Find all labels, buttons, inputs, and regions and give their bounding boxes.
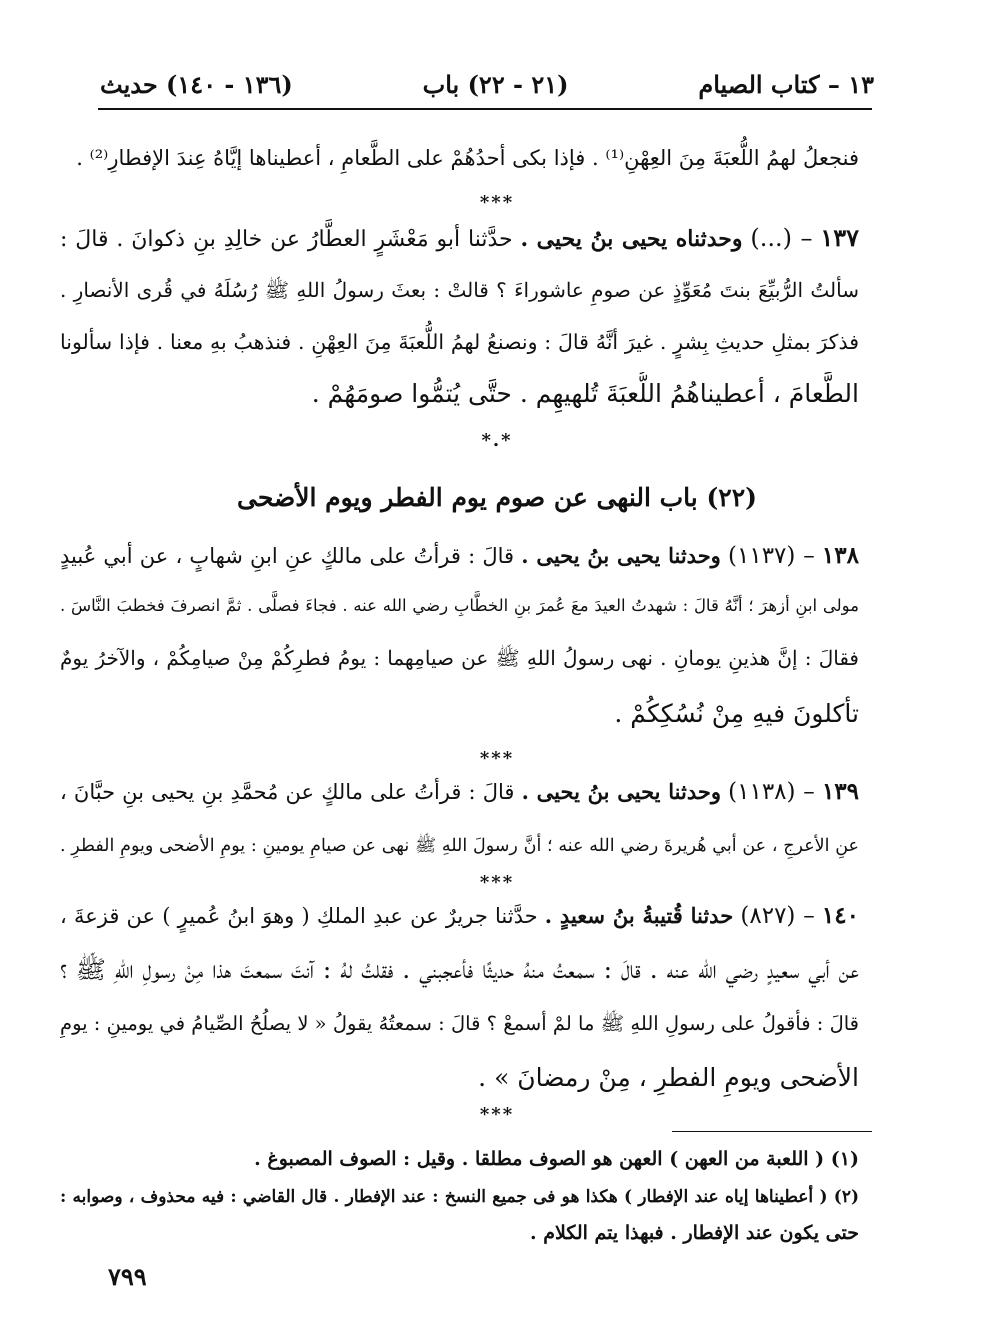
footnote-rule	[672, 1131, 872, 1132]
running-header	[100, 62, 874, 106]
hadith-lead: وحدثناه يحيى بنُ يحيى .	[520, 226, 743, 252]
hadith-ref: – (١١٣٨)	[728, 779, 815, 805]
hadith-140-line-4: الأضحى ويومِ الفطرِ ، مِنْ رمضانَ » .	[478, 1063, 859, 1092]
hadith-text: حدَّثنا أبو مَعْشَرٍ العطَّارُ عن خالِدِ بنِ ذكوانَ . قالَ :	[60, 227, 513, 252]
hadith-137-line-3: فذكرَ بمثلِ حديثِ بِشرٍ . غيرَ أنَّهُ قالَ : ونصنعُ لهمُ اللُّعبَةَ مِنَ العِهْنِ . فنذهبُ بهِ معنا . فإذا سألونا	[60, 330, 859, 354]
chapter-title: (٢٢) باب النهى عن صوم يوم الفطر ويوم الأضحى	[236, 483, 757, 512]
separator-stars: ***	[479, 1104, 515, 1125]
hadith-number: ١٤٠	[821, 902, 859, 929]
hadith-140-line-1	[60, 894, 859, 938]
separator-stars: ***	[479, 748, 515, 769]
intro-line: فنجعلُ لهمُ اللُّعبَةَ مِنَ العِهْنِ⁽¹⁾ . فإذا بكى أحدُهُمْ على الطَّعامِ ، أعطيناها إيَّاهُ عِندَ الإفطارِ⁽²⁾ .	[76, 146, 859, 170]
hadith-ref: – (...)	[750, 224, 813, 252]
hadith-ref: – (١١٣٧)	[728, 543, 815, 569]
hadith-140-line-3: قالَ : فأقولُ على رسولِ اللهِ ﷺ ما لمْ أسمعْ ؟ قالَ : سمعتُهُ يقولُ « لا يصلُحُ الصِّيامُ في يومينِ : يومِ	[60, 1012, 859, 1035]
header-bab: (٢١ - ٢٢) باب	[422, 69, 569, 99]
hadith-ref: – (٨٢٧)	[740, 903, 815, 929]
hadith-140-line-2: عن أبي سعيدٍ رضي الله عنه . قالَ : سمعتُ منهُ حديثًا فأعجبني . فقلتُ لهُ : آنتَ سمعتَ هذا مِنْ رسولِ اللهِ ﷺ ؟	[60, 955, 859, 984]
hadith-137-line-2: سألتُ الرُّبيِّعَ بنتَ مُعَوِّذٍ عن صومِ عاشوراءَ ؟ قالتْ : بعثَ رسولُ اللهِ ﷺ رُسُلَهُ في قُرى الأنصارِ .	[60, 278, 859, 302]
hadith-text: قالَ : قرأتُ على مالكٍ عن مُحمَّدِ بنِ يحيى بنِ حبَّانَ ،	[60, 780, 515, 804]
hadith-137-line-1	[60, 216, 859, 260]
separator-stars: ***	[479, 192, 515, 213]
hadith-lead: وحدثنا يحيى بنُ يحيى .	[521, 779, 721, 804]
hadith-text: حدَّثنا جريرٌ عن عبدِ الملكِ ( وهوَ ابنُ عُميرٍ ) عن قزعةَ ،	[60, 904, 538, 928]
header-chapter: ١٣ – كتاب الصيام	[698, 69, 874, 99]
header-rule	[98, 108, 872, 110]
hadith-number: ١٣٨	[821, 542, 859, 569]
header-hadith-range: (١٣٦ - ١٤٠) حديث	[100, 69, 293, 99]
hadith-138-line-4: تأكلونَ فيهِ مِنْ نُسُكِكُمْ .	[614, 699, 859, 728]
separator-stars: *.*	[481, 430, 513, 451]
hadith-text: قالَ : قرأتُ على مالكٍ عنِ ابنِ شهابٍ ، عن أبي عُبيدٍ	[60, 544, 515, 568]
hadith-138-line-1	[60, 534, 859, 578]
footnote-2-line-1: (٢) ( أعطيناها إياه عند الإفطار ) هكذا هو فى جميع النسخ : عند الإفطار . قال القاضي : فيه محذوف ، وصوابه :	[60, 1187, 859, 1207]
footnote-1: (١) ( اللعبة من العهن ) العهن هو الصوف مطلقا . وقيل : الصوف المصبوغ .	[254, 1148, 859, 1170]
hadith-137-line-4: الطَّعامَ ، أعطيناهُمُ اللُّعبَةَ تُلهيهِم . حتَّى يُتمُّوا صومَهُمْ .	[311, 379, 859, 408]
footnote-2-line-2: حتى يكون عند الإفطار . فبهذا يتم الكلام .	[530, 1222, 859, 1244]
hadith-139-line-2: عنِ الأعرجِ ، عن أبي هُريرةَ رضي الله عنه ؛ أنَّ رسولَ اللهِ ﷺ نهى عن صيامِ يومينِ : يومِ الأضحى ويومِ الفطرِ .	[60, 836, 859, 856]
hadith-lead: وحدثنا يحيى بنُ يحيى .	[521, 543, 721, 568]
hadith-number: ١٣٧	[820, 223, 859, 252]
hadith-number: ١٣٩	[821, 778, 859, 805]
hadith-139-line-1	[60, 770, 859, 814]
separator-stars: ***	[479, 872, 515, 893]
hadith-138-line-3: فقالَ : إنَّ هذينِ يومانِ . نهى رسولُ اللهِ ﷺ عن صيامِهما : يومُ فطرِكُمْ مِنْ صيامِكُمْ ، والآخرُ يومٌ	[60, 646, 859, 670]
hadith-lead: حدثنا قُتيبةُ بنُ سعيدٍ .	[544, 903, 734, 928]
page-number: ٧٩٩	[108, 1262, 147, 1291]
hadith-138-line-2: مولى ابنِ أزهرَ ؛ أنَّهُ قالَ : شهدتُ العيدَ معَ عُمرَ بنِ الخطَّابِ رضي الله عنه . فجاءَ فصلَّى . ثمَّ انصرفَ فخطبَ النَّاسَ .	[60, 596, 859, 615]
